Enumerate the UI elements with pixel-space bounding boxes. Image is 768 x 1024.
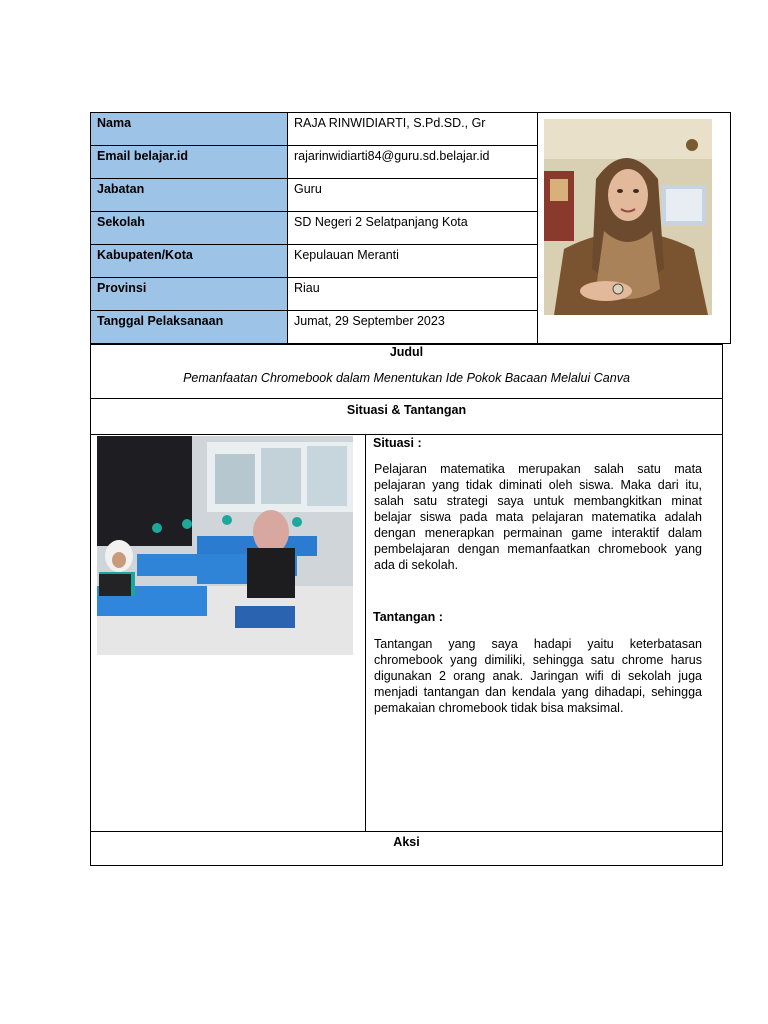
classroom-photo — [97, 436, 353, 655]
identity-table — [90, 112, 731, 344]
aksi-heading: Aksi — [393, 835, 420, 849]
teacher-portrait-image — [544, 119, 712, 315]
situasi-heading: Situasi : — [373, 436, 422, 450]
identity-label: Sekolah — [91, 212, 288, 245]
classroom-image — [97, 436, 353, 655]
identity-value: rajarinwidiarti84@guru.sd.belajar.id — [288, 146, 538, 179]
situasi-text: Pelajaran matematika merupakan salah satu mata pelajaran yang tidak diminati oleh siswa. Maka dari itu, salah satu strategi saya untuk membangkitkan minat belajar siswa pada mata pelajaran matematika adalah dengan menerapkan permainan game interaktif dalam pembelajaran dengan memanfaatkan chromebook yang ada di sekolah. — [374, 462, 702, 572]
divider — [90, 831, 723, 832]
tantangan-text: Tantangan yang saya hadapi yaitu keterbatasan chromebook yang dimiliki, sehingga satu chrome harus digunakan 2 orang anak. Jaringan wifi di sekolah juga menjadi tantangan dan kendala yang dihadapi, sehingga pemakaian chromebook tidak bisa maksimal. — [374, 637, 702, 715]
divider — [90, 398, 723, 399]
identity-label: Email belajar.id — [91, 146, 288, 179]
judul-heading: Judul — [389, 345, 424, 359]
identity-value: Guru — [288, 179, 538, 212]
identity-value: Kepulauan Meranti — [288, 245, 538, 278]
identity-label: Jabatan — [91, 179, 288, 212]
situasi-tantangan-heading: Situasi & Tantangan — [346, 403, 467, 417]
column-divider — [365, 434, 366, 832]
profile-photo — [544, 119, 712, 315]
judul-text: Pemanfaatan Chromebook dalam Menentukan Ide Pokok Bacaan Melalui Canva — [183, 371, 630, 385]
identity-value: Riau — [288, 278, 538, 311]
profile-photo-cell — [538, 113, 731, 344]
identity-value: RAJA RINWIDIARTI, S.Pd.SD., Gr — [288, 113, 538, 146]
identity-value: SD Negeri 2 Selatpanjang Kota — [288, 212, 538, 245]
identity-value: Jumat, 29 September 2023 — [288, 311, 538, 344]
identity-row — [91, 113, 731, 146]
identity-label: Tanggal Pelaksanaan — [91, 311, 288, 344]
identity-label: Provinsi — [91, 278, 288, 311]
identity-label: Nama — [91, 113, 288, 146]
identity-label: Kabupaten/Kota — [91, 245, 288, 278]
divider — [90, 434, 723, 435]
tantangan-heading: Tantangan : — [373, 610, 443, 624]
